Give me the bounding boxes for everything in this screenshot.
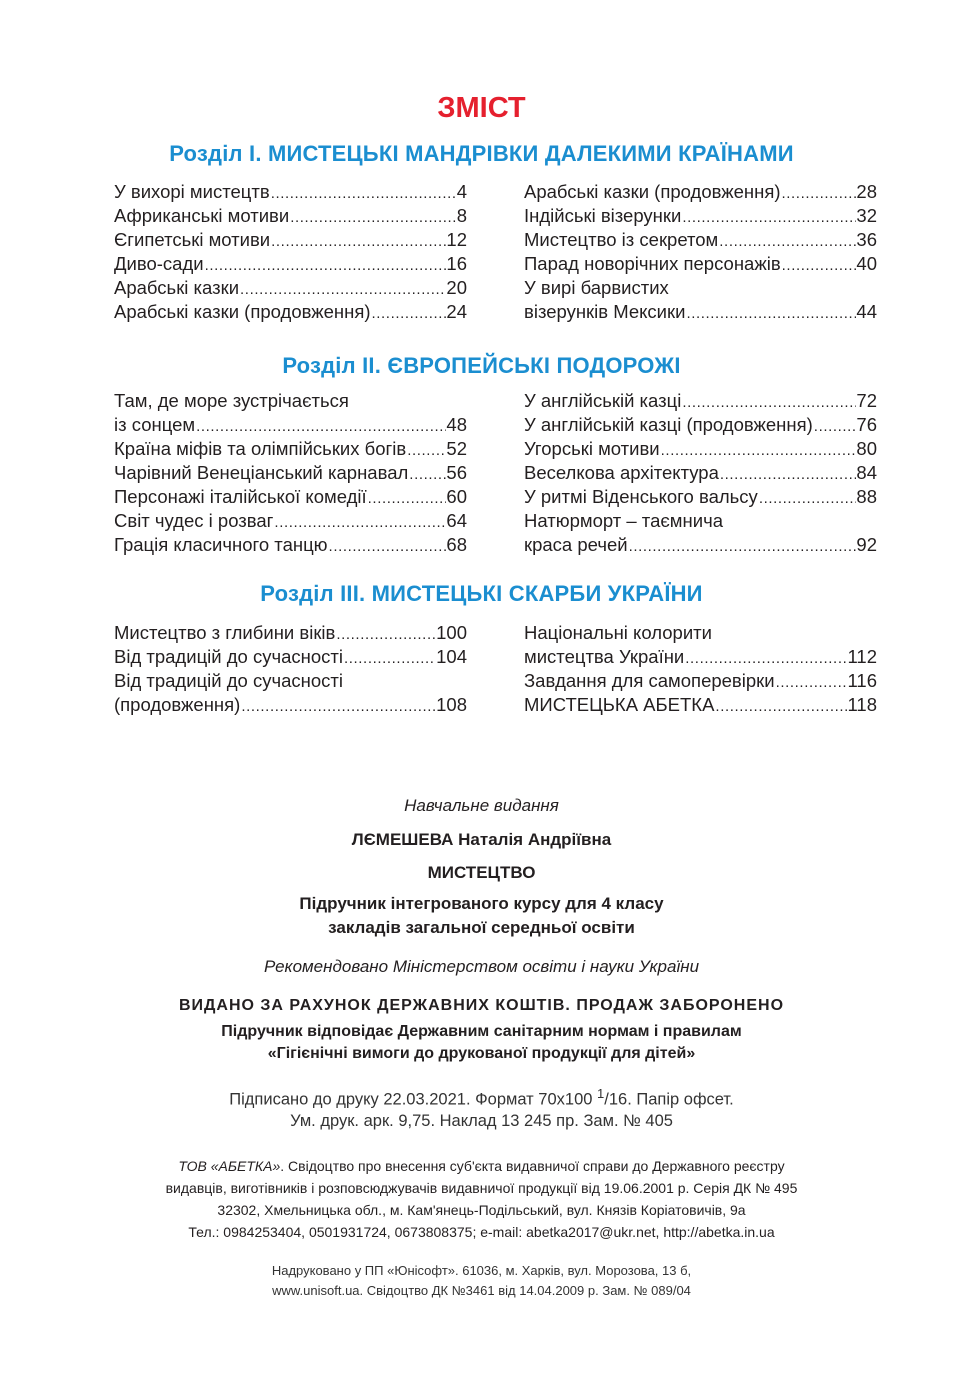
state-funds-note: ВИДАНО ЗА РАХУНОК ДЕРЖАВНИХ КОШТІВ. ПРОДАЖ ЗАБОРОНЕНО: [178, 997, 785, 1014]
toc-entry: [524, 300, 877, 324]
format-fraction-numerator: 1: [597, 1086, 605, 1101]
toc-entry-title: Від традицій до сучасності: [114, 670, 343, 691]
toc-entry-page: 116: [847, 670, 877, 691]
print-signed-tail: /16. Папір офсет.: [604, 1090, 734, 1109]
toc-entry: [114, 204, 467, 228]
toc-entry-title: Арабські казки: [114, 277, 240, 298]
toc-entry-title: мистецтва України: [524, 646, 685, 667]
publisher-certificate: . Свідоцтво про внесення суб'єкта видавничої справи до Державного реєстру: [280, 1158, 785, 1174]
toc-entry-page: 84: [856, 462, 877, 483]
toc-leader-dots: [714, 695, 847, 717]
edition-type: Навчальне видання: [404, 796, 559, 815]
print-sheets-info: Ум. друк. арк. 9,75. Наклад 13 245 пр. Зам. № 405: [290, 1112, 673, 1130]
publisher-contacts: Тел.: 0984253404, 0501931724, 0673808375; e-mail: abetka2017@ukr.net, http://abetka.in.ua: [188, 1224, 775, 1240]
sanitary-note-line-2: «Гігієнічні вимоги до друкованої продукції для дітей»: [267, 1045, 696, 1062]
section-heading: Розділ І. МИСТЕЦЬКІ МАНДРІВКИ ДАЛЕКИМИ КРАЇНАМИ: [169, 141, 794, 166]
toc-entry: [524, 461, 877, 485]
toc-leader-dots: [781, 182, 857, 204]
page-title: ЗМІСТ: [437, 92, 526, 124]
book-subtitle-line-2: закладів загальної середньої освіти: [328, 918, 635, 937]
toc-leader-dots: [239, 278, 446, 300]
section-heading: Розділ ІІ. ЄВРОПЕЙСЬКІ ПОДОРОЖІ: [282, 353, 681, 378]
toc-entry: [114, 228, 467, 252]
toc-entry: [524, 485, 877, 509]
toc-entry-title: Там, де море зустрічається: [114, 390, 349, 411]
toc-entry-page: 76: [856, 414, 877, 435]
publisher-line-1: [0, 1158, 963, 1174]
toc-leader-dots: [343, 647, 436, 669]
toc-entry: [524, 437, 877, 461]
toc-entry-page: 60: [446, 486, 467, 507]
toc-entry-page: 16: [446, 253, 467, 274]
toc-entry-page: 36: [856, 229, 877, 250]
toc-leader-dots: [273, 511, 446, 533]
toc-entry-title: У ритмі Віденського вальсу: [524, 486, 758, 507]
toc-entry-page: 8: [456, 205, 467, 226]
print-signed-text: Підписано до друку 22.03.2021. Формат 70х100: [229, 1090, 593, 1109]
toc-entry-title: (продовження): [114, 694, 241, 715]
toc-entry: [114, 509, 467, 533]
toc-entry-title: Веселкова архітектура: [524, 462, 719, 483]
toc-entry-page: 108: [436, 694, 467, 715]
toc-entry-page: 12: [446, 229, 467, 250]
toc-leader-dots: [719, 463, 857, 485]
toc-entry-title: Національні колорити: [524, 622, 712, 643]
toc-entry: [114, 693, 467, 717]
toc-leader-dots: [758, 487, 857, 509]
toc-leader-dots: [195, 415, 446, 437]
toc-leader-dots: [240, 695, 436, 717]
toc-entry-title: Парад новорічних персонажів: [524, 253, 781, 274]
toc-entry-page: 52: [446, 438, 467, 459]
toc-entry-title: Натюрморт – таємнича: [524, 510, 724, 531]
toc-leader-dots: [204, 254, 447, 276]
book-subtitle-line-1: Підручник інтегрованого курсу для 4 класу: [299, 894, 664, 913]
toc-entry-title: Індійські візерунки: [524, 205, 682, 226]
toc-leader-dots: [718, 230, 856, 252]
toc-entry: [524, 669, 877, 693]
toc-entry-title: Арабські казки (продовження): [524, 181, 781, 202]
toc-entry-page: 24: [446, 301, 467, 322]
toc-entry: [524, 204, 877, 228]
toc-leader-dots: [270, 182, 457, 204]
toc-leader-dots: [685, 302, 856, 324]
toc-entry: [114, 533, 467, 557]
toc-entry: [114, 276, 467, 300]
toc-leader-dots: [367, 487, 447, 509]
toc-entry-title: Світ чудес і розваг: [114, 510, 274, 531]
toc-leader-dots: [289, 206, 457, 228]
toc-entry: [524, 533, 877, 557]
toc-entry: [114, 621, 467, 645]
toc-entry-title: із сонцем: [114, 414, 196, 435]
toc-entry-page: 20: [446, 277, 467, 298]
toc-column-right: [524, 180, 877, 324]
toc-entry: [114, 413, 467, 437]
section-heading: Розділ ІІІ. МИСТЕЦЬКІ СКАРБИ УКРАЇНИ: [260, 581, 703, 606]
toc-leader-dots: [628, 535, 857, 557]
print-signed-info: [0, 1086, 963, 1110]
toc-leader-dots: [684, 647, 847, 669]
toc-entry: [524, 645, 877, 669]
toc-entry: [524, 693, 877, 717]
toc-entry: [524, 276, 877, 300]
toc-entry-title: візерунків Мексики: [524, 301, 686, 322]
toc-entry: [524, 228, 877, 252]
toc-entry-page: 48: [446, 414, 467, 435]
toc-leader-dots: [328, 535, 447, 557]
toc-entry: [114, 461, 467, 485]
toc-entry-title: МИСТЕЦЬКА АБЕТКА: [524, 694, 715, 715]
publisher-address: 32302, Хмельницька обл., м. Кам'янець-Подільський, вул. Князів Коріатовичів, 9а: [217, 1202, 746, 1218]
toc-entry-title: Грація класичного танцю: [114, 534, 328, 555]
toc-entry-title: краса речей: [524, 534, 628, 555]
toc-leader-dots: [813, 415, 857, 437]
toc-entry: [114, 437, 467, 461]
toc-entry: [524, 180, 877, 204]
toc-entry-title: Країна міфів та олімпійських богів: [114, 438, 407, 459]
toc-entry-page: 56: [446, 462, 467, 483]
toc-leader-dots: [335, 623, 436, 645]
toc-entry-title: Угорські мотиви: [524, 438, 660, 459]
toc-leader-dots: [681, 391, 856, 413]
toc-entry-page: 72: [856, 390, 877, 411]
toc-leader-dots: [781, 254, 857, 276]
toc-entry-title: Мистецтво з глибини віків: [114, 622, 336, 643]
toc-entry-page: 64: [446, 510, 467, 531]
publisher-name: ТОВ «АБЕТКА»: [178, 1158, 281, 1174]
author-name: ЛЄМЕШЕВА Наталія Андріївна: [351, 830, 612, 849]
book-title: МИСТЕЦТВО: [427, 863, 536, 882]
toc-entry-title: Диво-сади: [114, 253, 204, 274]
toc-entry: [524, 252, 877, 276]
toc-entry-title: Африканські мотиви: [114, 205, 290, 226]
toc-entry: [524, 413, 877, 437]
toc-entry-title: Персонажі італійської комедії: [114, 486, 367, 507]
toc-entry-title: У вирі барвистих: [524, 277, 669, 298]
toc-entry-title: Від традицій до сучасності: [114, 646, 343, 667]
toc-entry: [114, 389, 467, 413]
toc-entry-page: 88: [856, 486, 877, 507]
sanitary-note-line-1: Підручник відповідає Державним санітарним нормам і правилам: [221, 1023, 742, 1040]
toc-column-left: [114, 389, 467, 557]
toc-leader-dots: [406, 439, 446, 461]
toc-entry-page: 40: [856, 253, 877, 274]
toc-entry: [114, 669, 467, 693]
toc-entry-title: Завдання для самоперевірки: [524, 670, 775, 691]
toc-entry-page: 4: [456, 181, 467, 202]
toc-entry: [524, 509, 877, 533]
toc-entry: [114, 645, 467, 669]
toc-leader-dots: [660, 439, 857, 461]
toc-column-left: [114, 621, 467, 717]
toc-entry: [524, 389, 877, 413]
toc-entry-page: 28: [856, 181, 877, 202]
toc-leader-dots: [270, 230, 446, 252]
toc-entry: [114, 180, 467, 204]
toc-entry: [524, 621, 877, 645]
toc-entry: [114, 300, 467, 324]
toc-entry-page: 68: [446, 534, 467, 555]
toc-leader-dots: [681, 206, 856, 228]
toc-entry: [114, 252, 467, 276]
toc-entry-title: Арабські казки (продовження): [114, 301, 371, 322]
toc-entry-page: 92: [856, 534, 877, 555]
toc-entry-page: 44: [856, 301, 877, 322]
toc-entry-page: 80: [856, 438, 877, 459]
toc-entry-title: Єгипетські мотиви: [114, 229, 271, 250]
toc-entry-title: У вихорі мистецтв: [114, 181, 270, 202]
toc-leader-dots: [775, 671, 848, 693]
toc-leader-dots: [371, 302, 447, 324]
recommendation-note: Рекомендовано Міністерством освіти і науки України: [263, 957, 700, 976]
toc-entry-title: Мистецтво із секретом: [524, 229, 719, 250]
publisher-line-2: видавців, виготівників і розповсюджувачів видавничої продукції від 19.06.2001 р. Серія ДК № 495: [165, 1180, 798, 1196]
toc-entry-page: 112: [847, 646, 877, 667]
toc-entry-title: Чарівний Венеціанський карнавал: [114, 462, 409, 483]
toc-column-right: [524, 389, 877, 557]
toc-entry: [114, 485, 467, 509]
toc-entry-page: 104: [436, 646, 467, 667]
toc-column-left: [114, 180, 467, 324]
toc-entry-title: У англійській казці: [524, 390, 682, 411]
toc-entry-page: 118: [847, 694, 877, 715]
toc-entry-title: У англійській казці (продовження): [524, 414, 813, 435]
printer-line-2: www.unisoft.ua. Свідоцтво ДК №3461 від 14.04.2009 р. Зам. № 089/04: [272, 1283, 691, 1298]
toc-entry-page: 32: [856, 205, 877, 226]
printer-line-1: Надруковано у ПП «Юнісофт». 61036, м. Харків, вул. Морозова, 13 б,: [271, 1263, 692, 1278]
toc-leader-dots: [408, 463, 446, 485]
toc-column-right: [524, 621, 877, 717]
toc-entry-page: 100: [436, 622, 467, 643]
